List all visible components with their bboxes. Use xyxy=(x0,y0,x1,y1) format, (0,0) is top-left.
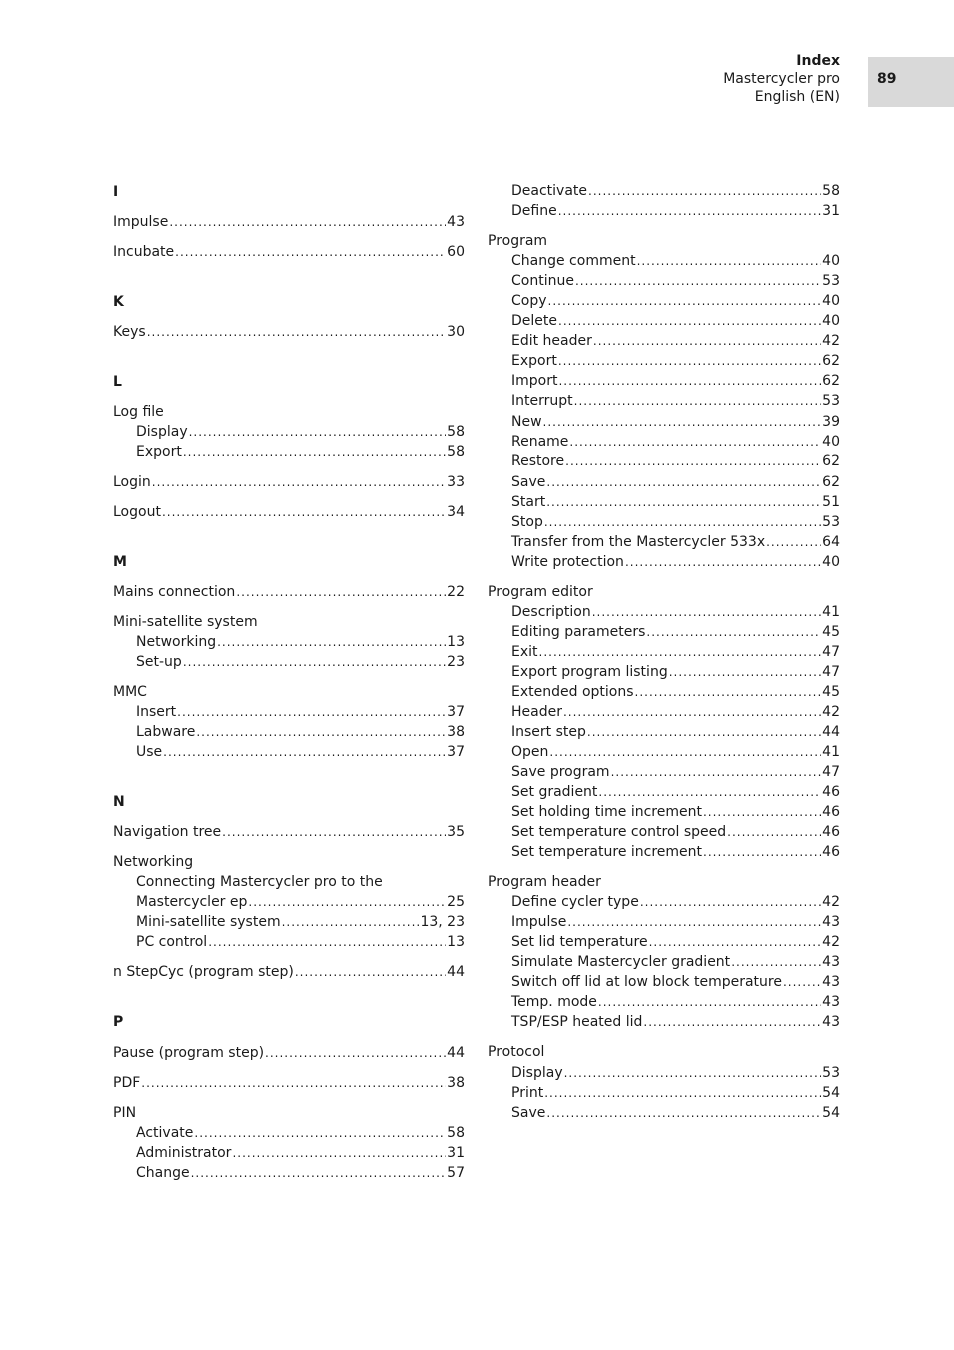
dot-leader xyxy=(558,311,821,331)
index-entry xyxy=(113,242,465,262)
dot-leader xyxy=(152,472,446,492)
entry-label: TSP/ESP heated lid xyxy=(511,1014,643,1030)
entry-page-ref: 47 xyxy=(822,764,840,780)
dot-leader xyxy=(587,722,821,742)
index-subentry xyxy=(511,532,840,552)
entry-label: Import xyxy=(511,373,558,389)
entry-label: Stop xyxy=(511,514,543,530)
dot-leader xyxy=(588,181,821,201)
entry-label: Export program listing xyxy=(511,664,668,680)
index-entry xyxy=(113,322,465,342)
entry-label: Print xyxy=(511,1085,544,1101)
entry-label: Logout xyxy=(113,504,161,520)
header-language: English (EN) xyxy=(754,89,840,105)
entry-page-ref: 38 xyxy=(447,724,465,740)
entry-page-ref: 42 xyxy=(822,704,840,720)
entry-label: Save xyxy=(511,1105,546,1121)
index-subentry xyxy=(511,1063,840,1083)
index-letter-heading: I xyxy=(113,184,119,200)
index-subentry xyxy=(511,762,840,782)
dot-leader xyxy=(625,552,821,572)
index-heading: Networking xyxy=(113,854,194,870)
running-header xyxy=(723,52,840,106)
dot-leader xyxy=(567,912,821,932)
entry-page-ref: 33 xyxy=(447,474,465,490)
entry-page-ref: 40 xyxy=(822,313,840,329)
entry-label: Incubate xyxy=(113,244,175,260)
index-subentry xyxy=(136,1123,465,1143)
dot-leader xyxy=(147,322,446,342)
dot-leader xyxy=(563,702,821,722)
index-subentry xyxy=(511,972,840,992)
index-subentry xyxy=(511,952,840,972)
index-heading: MMC xyxy=(113,684,147,700)
dot-leader xyxy=(236,582,446,602)
dot-leader xyxy=(169,212,446,232)
dot-leader xyxy=(727,822,821,842)
entry-label: Define cycler type xyxy=(511,894,639,910)
dot-leader xyxy=(177,702,446,722)
entry-page-ref: 45 xyxy=(822,624,840,640)
entry-label: Save program xyxy=(511,764,610,780)
entry-page-ref: 43 xyxy=(822,974,840,990)
dot-leader xyxy=(208,932,446,952)
entry-label: Write protection xyxy=(511,554,624,570)
entry-label: Save xyxy=(511,474,546,490)
entry-page-ref: 44 xyxy=(447,964,465,980)
index-subentry xyxy=(511,642,840,662)
entry-page-ref: 46 xyxy=(822,824,840,840)
entry-page-ref: 44 xyxy=(822,724,840,740)
entry-page-ref: 51 xyxy=(822,494,840,510)
entry-page-ref: 54 xyxy=(822,1105,840,1121)
index-entry xyxy=(113,502,465,522)
entry-page-ref: 35 xyxy=(447,824,465,840)
entry-label: Labware xyxy=(136,724,196,740)
index-subentry xyxy=(511,291,840,311)
dot-leader xyxy=(574,391,822,411)
entry-label: Editing parameters xyxy=(511,624,646,640)
entry-page-ref: 46 xyxy=(822,784,840,800)
entry-page-ref: 53 xyxy=(822,393,840,409)
entry-page-ref: 43 xyxy=(822,994,840,1010)
dot-leader xyxy=(703,842,821,862)
entry-page-ref: 23 xyxy=(447,654,465,670)
dot-leader xyxy=(783,972,821,992)
dot-leader xyxy=(265,1043,446,1063)
index-letter-heading: L xyxy=(113,374,122,390)
index-subentry xyxy=(511,391,840,411)
entry-label: Transfer from the Mastercycler 533x xyxy=(511,534,766,550)
dot-leader xyxy=(183,652,446,672)
entry-page-ref: 64 xyxy=(822,534,840,550)
entry-label: Use xyxy=(136,744,163,760)
index-subentry xyxy=(511,271,840,291)
entry-page-ref: 25 xyxy=(447,894,465,910)
dot-leader xyxy=(669,662,821,682)
dot-leader xyxy=(649,932,822,952)
entry-page-ref: 40 xyxy=(822,293,840,309)
entry-label: n StepCyc (program step) xyxy=(113,964,294,980)
entry-page-ref: 54 xyxy=(822,1085,840,1101)
dot-leader xyxy=(217,632,446,652)
entry-label: Delete xyxy=(511,313,557,329)
dot-leader xyxy=(544,1083,821,1103)
dot-leader xyxy=(549,742,821,762)
index-subentry xyxy=(136,632,465,652)
dot-leader xyxy=(248,892,446,912)
index-subentry xyxy=(511,331,840,351)
dot-leader xyxy=(703,802,821,822)
entry-page-ref: 22 xyxy=(447,584,465,600)
entry-page-ref: 40 xyxy=(822,554,840,570)
entry-label: Header xyxy=(511,704,562,720)
index-subentry xyxy=(511,892,840,912)
index-subentry xyxy=(511,371,840,391)
index-subentry xyxy=(511,181,840,201)
dot-leader xyxy=(558,371,821,391)
dot-leader xyxy=(232,1143,446,1163)
index-entry xyxy=(113,212,465,232)
index-subentry xyxy=(511,1012,840,1032)
entry-label: Change comment xyxy=(511,253,636,269)
index-subentry xyxy=(511,822,840,842)
entry-label: Pause (program step) xyxy=(113,1045,265,1061)
dot-leader xyxy=(548,291,822,311)
entry-page-ref: 37 xyxy=(447,744,465,760)
dot-leader xyxy=(163,742,446,762)
dot-leader xyxy=(640,892,821,912)
dot-leader xyxy=(643,1012,821,1032)
dot-leader xyxy=(544,512,821,532)
entry-page-ref: 62 xyxy=(822,373,840,389)
entry-label: Extended options xyxy=(511,684,634,700)
index-subentry xyxy=(511,742,840,762)
index-subentry xyxy=(511,552,840,572)
entry-label: Insert xyxy=(136,704,177,720)
index-subentry xyxy=(511,702,840,722)
entry-page-ref: 62 xyxy=(822,474,840,490)
entry-label: PC control xyxy=(136,934,208,950)
entry-label: Set temperature control speed xyxy=(511,824,727,840)
index-subentry xyxy=(511,932,840,952)
dot-leader xyxy=(183,442,446,462)
dot-leader xyxy=(222,822,446,842)
entry-page-ref: 57 xyxy=(447,1165,465,1181)
entry-label: Networking xyxy=(136,634,217,650)
index-letter-heading: N xyxy=(113,794,125,810)
index-subentry xyxy=(511,201,840,221)
dot-leader xyxy=(196,722,446,742)
dot-leader xyxy=(766,532,821,552)
entry-page-ref: 43 xyxy=(447,214,465,230)
entry-label: Restore xyxy=(511,453,565,469)
index-subentry xyxy=(511,1083,840,1103)
index-subentry xyxy=(136,722,465,742)
entry-page-ref: 53 xyxy=(822,514,840,530)
entry-page-ref: 43 xyxy=(822,954,840,970)
entry-page-ref: 58 xyxy=(447,424,465,440)
entry-page-ref: 43 xyxy=(822,1014,840,1030)
entry-page-ref: 13, 23 xyxy=(420,914,465,930)
dot-leader xyxy=(558,201,821,221)
entry-page-ref: 60 xyxy=(447,244,465,260)
index-letter-heading: P xyxy=(113,1014,124,1030)
entry-label: Start xyxy=(511,494,546,510)
page-number-tab xyxy=(868,57,954,107)
entry-page-ref: 53 xyxy=(822,273,840,289)
entry-label: Set temperature increment xyxy=(511,844,703,860)
index-heading: Program editor xyxy=(488,584,593,600)
index-subentry xyxy=(136,422,465,442)
entry-label: Change xyxy=(136,1165,190,1181)
entry-label: Description xyxy=(511,604,591,620)
index-subentry xyxy=(136,442,465,462)
dot-leader xyxy=(592,602,821,622)
page-number: 89 xyxy=(877,71,897,87)
index-heading: Mini-satellite system xyxy=(113,614,258,630)
entry-label: Navigation tree xyxy=(113,824,222,840)
entry-label: Switch off lid at low block temperature xyxy=(511,974,782,990)
entry-label: Activate xyxy=(136,1125,194,1141)
entry-label: Open xyxy=(511,744,549,760)
entry-label: Export xyxy=(136,444,182,460)
index-subentry xyxy=(511,622,840,642)
entry-label: Keys xyxy=(113,324,146,340)
index-heading: Protocol xyxy=(488,1044,545,1060)
index-entry xyxy=(113,1073,465,1093)
entry-page-ref: 38 xyxy=(447,1075,465,1091)
entry-label: Edit header xyxy=(511,333,592,349)
entry-label: Display xyxy=(136,424,188,440)
index-subentry xyxy=(511,842,840,862)
entry-label: Simulate Mastercycler gradient xyxy=(511,954,731,970)
index-subentry xyxy=(511,472,840,492)
dot-leader xyxy=(546,472,821,492)
entry-label: Administrator xyxy=(136,1145,232,1161)
entry-page-ref: 46 xyxy=(822,804,840,820)
entry-page-ref: 44 xyxy=(447,1045,465,1061)
index-subentry xyxy=(511,912,840,932)
entry-label: New xyxy=(511,414,542,430)
index-subentry xyxy=(511,802,840,822)
dot-leader xyxy=(635,682,822,702)
dot-leader xyxy=(646,622,821,642)
dot-leader xyxy=(175,242,446,262)
entry-page-ref: 42 xyxy=(822,934,840,950)
dot-leader xyxy=(546,1103,821,1123)
index-subentry xyxy=(511,351,840,371)
entry-page-ref: 43 xyxy=(822,914,840,930)
index-entry xyxy=(113,962,465,982)
entry-page-ref: 58 xyxy=(447,444,465,460)
entry-label: Impulse xyxy=(511,914,567,930)
dot-leader xyxy=(575,271,821,291)
dot-leader xyxy=(593,331,821,351)
entry-page-ref: 30 xyxy=(447,324,465,340)
entry-page-ref: 39 xyxy=(822,414,840,430)
entry-label: Mastercycler ep xyxy=(136,894,248,910)
entry-label: Set lid temperature xyxy=(511,934,648,950)
index-subentry xyxy=(136,742,465,762)
index-letter-heading: K xyxy=(113,294,124,310)
entry-page-ref: 42 xyxy=(822,333,840,349)
entry-label: Set gradient xyxy=(511,784,598,800)
dot-leader xyxy=(189,422,447,442)
dot-leader xyxy=(598,992,821,1012)
entry-label: Mini-satellite system xyxy=(136,914,281,930)
index-heading: Program xyxy=(488,233,548,249)
index-subentry xyxy=(511,992,840,1012)
index-subentry xyxy=(511,412,840,432)
index-subentry xyxy=(511,311,840,331)
dot-leader xyxy=(569,432,821,452)
entry-page-ref: 62 xyxy=(822,453,840,469)
index-subentry xyxy=(136,912,465,932)
index-subentry xyxy=(511,682,840,702)
entry-page-ref: 13 xyxy=(447,934,465,950)
entry-label: Define xyxy=(511,203,557,219)
entry-page-ref: 41 xyxy=(822,604,840,620)
entry-label: Exit xyxy=(511,644,538,660)
entry-page-ref: 47 xyxy=(822,664,840,680)
entry-label: Temp. mode xyxy=(511,994,597,1010)
dot-leader xyxy=(295,962,446,982)
entry-label: Deactivate xyxy=(511,183,588,199)
index-heading: PIN xyxy=(113,1105,137,1121)
dot-leader xyxy=(558,351,821,371)
dot-leader xyxy=(194,1123,446,1143)
entry-page-ref: 41 xyxy=(822,744,840,760)
index-entry xyxy=(113,472,465,492)
dot-leader xyxy=(539,642,822,662)
entry-page-ref: 40 xyxy=(822,253,840,269)
dot-leader xyxy=(162,502,446,522)
entry-page-ref: 62 xyxy=(822,353,840,369)
index-subentry xyxy=(511,722,840,742)
entry-page-ref: 40 xyxy=(822,434,840,450)
entry-label: Mains connection xyxy=(113,584,236,600)
index-subentry xyxy=(511,251,840,271)
entry-label: Impulse xyxy=(113,214,169,230)
dot-leader xyxy=(564,1063,822,1083)
entry-page-ref: 13 xyxy=(447,634,465,650)
entry-page-ref: 31 xyxy=(822,203,840,219)
entry-page-ref: 58 xyxy=(447,1125,465,1141)
entry-label: Login xyxy=(113,474,151,490)
index-subentry xyxy=(511,1103,840,1123)
entry-label: Insert step xyxy=(511,724,586,740)
entry-page-ref: 47 xyxy=(822,644,840,660)
entry-label: Set-up xyxy=(136,654,182,670)
entry-page-ref: 46 xyxy=(822,844,840,860)
entry-label: Display xyxy=(511,1065,563,1081)
entry-page-ref: 58 xyxy=(822,183,840,199)
entry-label: Interrupt xyxy=(511,393,573,409)
dot-leader xyxy=(731,952,821,972)
dot-leader xyxy=(637,251,822,271)
entry-label: PDF xyxy=(113,1075,141,1091)
entry-page-ref: 53 xyxy=(822,1065,840,1081)
index-heading: Log file xyxy=(113,404,164,420)
index-subentry xyxy=(136,702,465,722)
entry-page-ref: 31 xyxy=(447,1145,465,1161)
dot-leader xyxy=(543,412,822,432)
index-subentry xyxy=(511,512,840,532)
entry-label: Export xyxy=(511,353,557,369)
index-subentry xyxy=(511,432,840,452)
entry-page-ref: 42 xyxy=(822,894,840,910)
dot-leader xyxy=(611,762,822,782)
index-subentry xyxy=(511,451,840,471)
index-entry xyxy=(113,1043,465,1063)
header-product: Mastercycler pro xyxy=(723,71,840,87)
dot-leader xyxy=(191,1163,447,1183)
index-subentry-text: Connecting Mastercycler pro to the xyxy=(136,874,383,890)
index-subentry xyxy=(136,932,465,952)
index-subentry xyxy=(136,1163,465,1183)
index-subentry xyxy=(511,782,840,802)
dot-leader xyxy=(546,492,821,512)
entry-page-ref: 45 xyxy=(822,684,840,700)
dot-leader xyxy=(565,451,821,471)
index-subentry xyxy=(136,892,465,912)
entry-page-ref: 34 xyxy=(447,504,465,520)
dot-leader xyxy=(282,912,420,932)
entry-label: Continue xyxy=(511,273,574,289)
entry-label: Set holding time increment xyxy=(511,804,702,820)
entry-label: Copy xyxy=(511,293,547,309)
index-subentry xyxy=(136,652,465,672)
header-title: Index xyxy=(796,53,840,69)
dot-leader xyxy=(598,782,821,802)
entry-page-ref: 37 xyxy=(447,704,465,720)
index-heading: Program header xyxy=(488,874,601,890)
index-letter-heading: M xyxy=(113,554,127,570)
entry-label: Rename xyxy=(511,434,569,450)
index-subentry xyxy=(511,492,840,512)
index-subentry xyxy=(136,1143,465,1163)
index-entry xyxy=(113,582,465,602)
index-subentry xyxy=(511,662,840,682)
dot-leader xyxy=(141,1073,446,1093)
index-subentry xyxy=(511,602,840,622)
index-entry xyxy=(113,822,465,842)
